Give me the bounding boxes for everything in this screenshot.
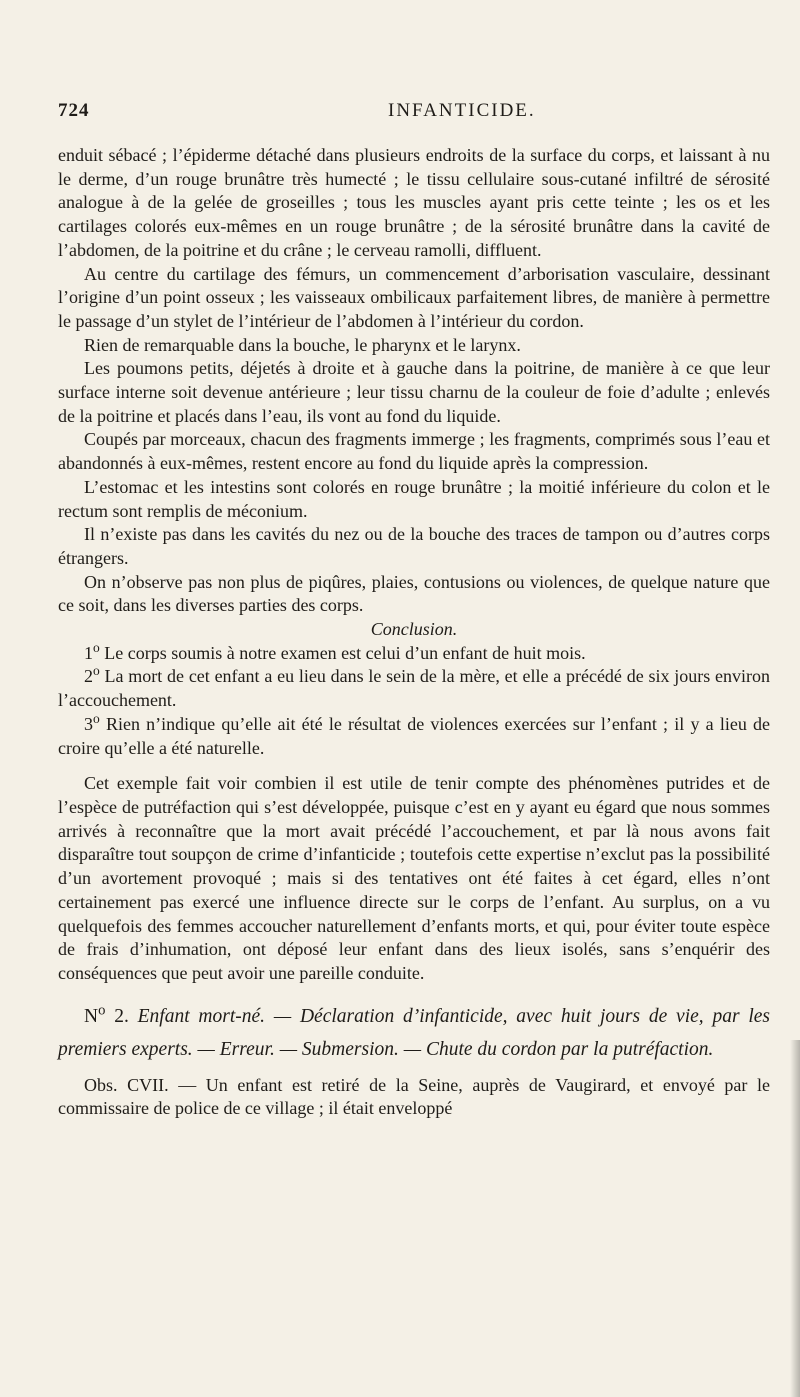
conclusion-item <box>58 665 770 712</box>
conclusion-item <box>58 639 770 666</box>
case-heading-block <box>58 1000 770 1066</box>
item-number: 2 <box>84 666 93 687</box>
item-number: 1 <box>84 642 93 663</box>
running-title: INFANTICIDE. <box>388 100 536 121</box>
paragraph: enduit sébacé ; l’épiderme détaché dans plusieurs endroits de la surface du corps, et laissant à nu le derme, d’un rouge brunâtre très humecté ; le tissu cellulaire sous-cutané infiltré de sérosité analogue à de la gelée de groseilles ; tous les muscles ayant pris cette teinte ; les os et les cartilages colorés eux-mêmes en un rouge brunâtre ; de la sérosité brunâtre dans la cavité de l’abdomen, de la poitrine et du crâne ; le cerveau ramolli, diffluent. <box>58 145 770 260</box>
item-number: 3 <box>84 713 93 734</box>
page-edge-shadow <box>790 1040 800 1397</box>
paragraph: Il n’existe pas dans les cavités du nez ou de la bouche des traces de tampon ou d’autres corps étrangers. <box>58 524 770 568</box>
case-title: Enfant mort-né. — Déclaration d’infanticide, avec huit jours de vie, par les premiers experts. — Erreur. — Submersion. — Chute du cordon par la putréfaction. <box>58 1005 770 1060</box>
body-text <box>58 144 770 1121</box>
paragraph: On n’observe pas non plus de piqûres, plaies, contusions ou violences, de quelque nature que ce soit, dans les diverses parties des corps. <box>58 571 770 616</box>
item-text: Rien n’indique qu’elle ait été le résultat de violences exercées sur l’enfant ; il y a lieu de croire qu’elle a été naturelle. <box>58 713 770 758</box>
observation-text: — Un enfant est retiré de la Seine, auprès de Vaugirard, et envoyé par le commissaire de police de ce village ; il était enveloppé <box>58 1074 770 1119</box>
paragraph: Les poumons petits, déjetés à droite et à gauche dans la poitrine, de manière à ce que leur surface interne soit devenue antérieure ; leur tissu charnu de la couleur de foie d’adulte ; enlevés de la poitrine et placés dans l’eau, ils vont au fond du liquide. <box>58 358 770 426</box>
conclusion-item <box>58 710 770 760</box>
observation-paragraph <box>58 1074 770 1121</box>
commentary-paragraph: Cet exemple fait voir combien il est utile de tenir compte des phénomènes putrides et de l’espèce de putréfaction qui s’est développée, puisque c’est en y ayant eu égard que nous sommes arrivés à reconnaître que la mort avait précédé l’accouchement, et par là nous avons fait disparaître tout soupçon de crime d’infanticide ; toutefois cette expertise n’exclut pas la possibilité d’un avortement provoqué ; mais si des tentatives ont été faites à cet égard, elles n’ont certainement pas exercé une influence directe sur le corps de l’enfant. Au surplus, on a vu quelquefois des femmes accoucher naturellement d’enfants morts, et qui, pour éviter toute espèce de frais d’inhumation, ont déposé leur enfant dans des lieux isolés, sans s’enquérir des conséquences que peut avoir une pareille conduite. <box>58 773 770 983</box>
page <box>58 100 770 1121</box>
item-ordinal: o <box>93 663 100 679</box>
page-header <box>58 100 770 134</box>
case-prefix: N <box>84 1005 99 1027</box>
page-number: 724 <box>58 100 90 121</box>
case-prefix-ordinal: o <box>98 1002 106 1019</box>
paragraph: Au centre du cartilage des fémurs, un commencement d’arborisation vasculaire, dessinant l’origine d’un point osseux ; les vaisseaux ombilicaux parfaitement libres, de manière à permettre le passage d’un stylet de l’intérieur de l’abdomen à l’intérieur du cordon. <box>58 263 770 331</box>
paragraph: Rien de remarquable dans la bouche, le pharynx et le larynx. <box>84 334 521 355</box>
case-heading <box>58 1000 770 1066</box>
case-number: 2. <box>105 1005 138 1027</box>
item-ordinal: o <box>93 710 100 726</box>
paragraph: Coupés par morceaux, chacun des fragments immerge ; les fragments, comprimés sous l’eau et abandonnés à eux-mêmes, restent encore au fond du liquide après la compression. <box>58 429 770 474</box>
item-ordinal: o <box>93 639 100 655</box>
item-text: Le corps soumis à notre examen est celui d’un enfant de huit mois. <box>99 642 586 663</box>
conclusion-title: Conclusion. <box>370 619 458 640</box>
observation-label: Obs. CVII. <box>84 1074 169 1095</box>
paragraph: L’estomac et les intestins sont colorés en rouge brunâtre ; la moitié inférieure du colon et le rectum sont remplis de méconium. <box>58 476 770 521</box>
item-text: La mort de cet enfant a eu lieu dans le sein de la mère, et elle a précédé de six jours environ l’accouchement. <box>58 666 770 711</box>
